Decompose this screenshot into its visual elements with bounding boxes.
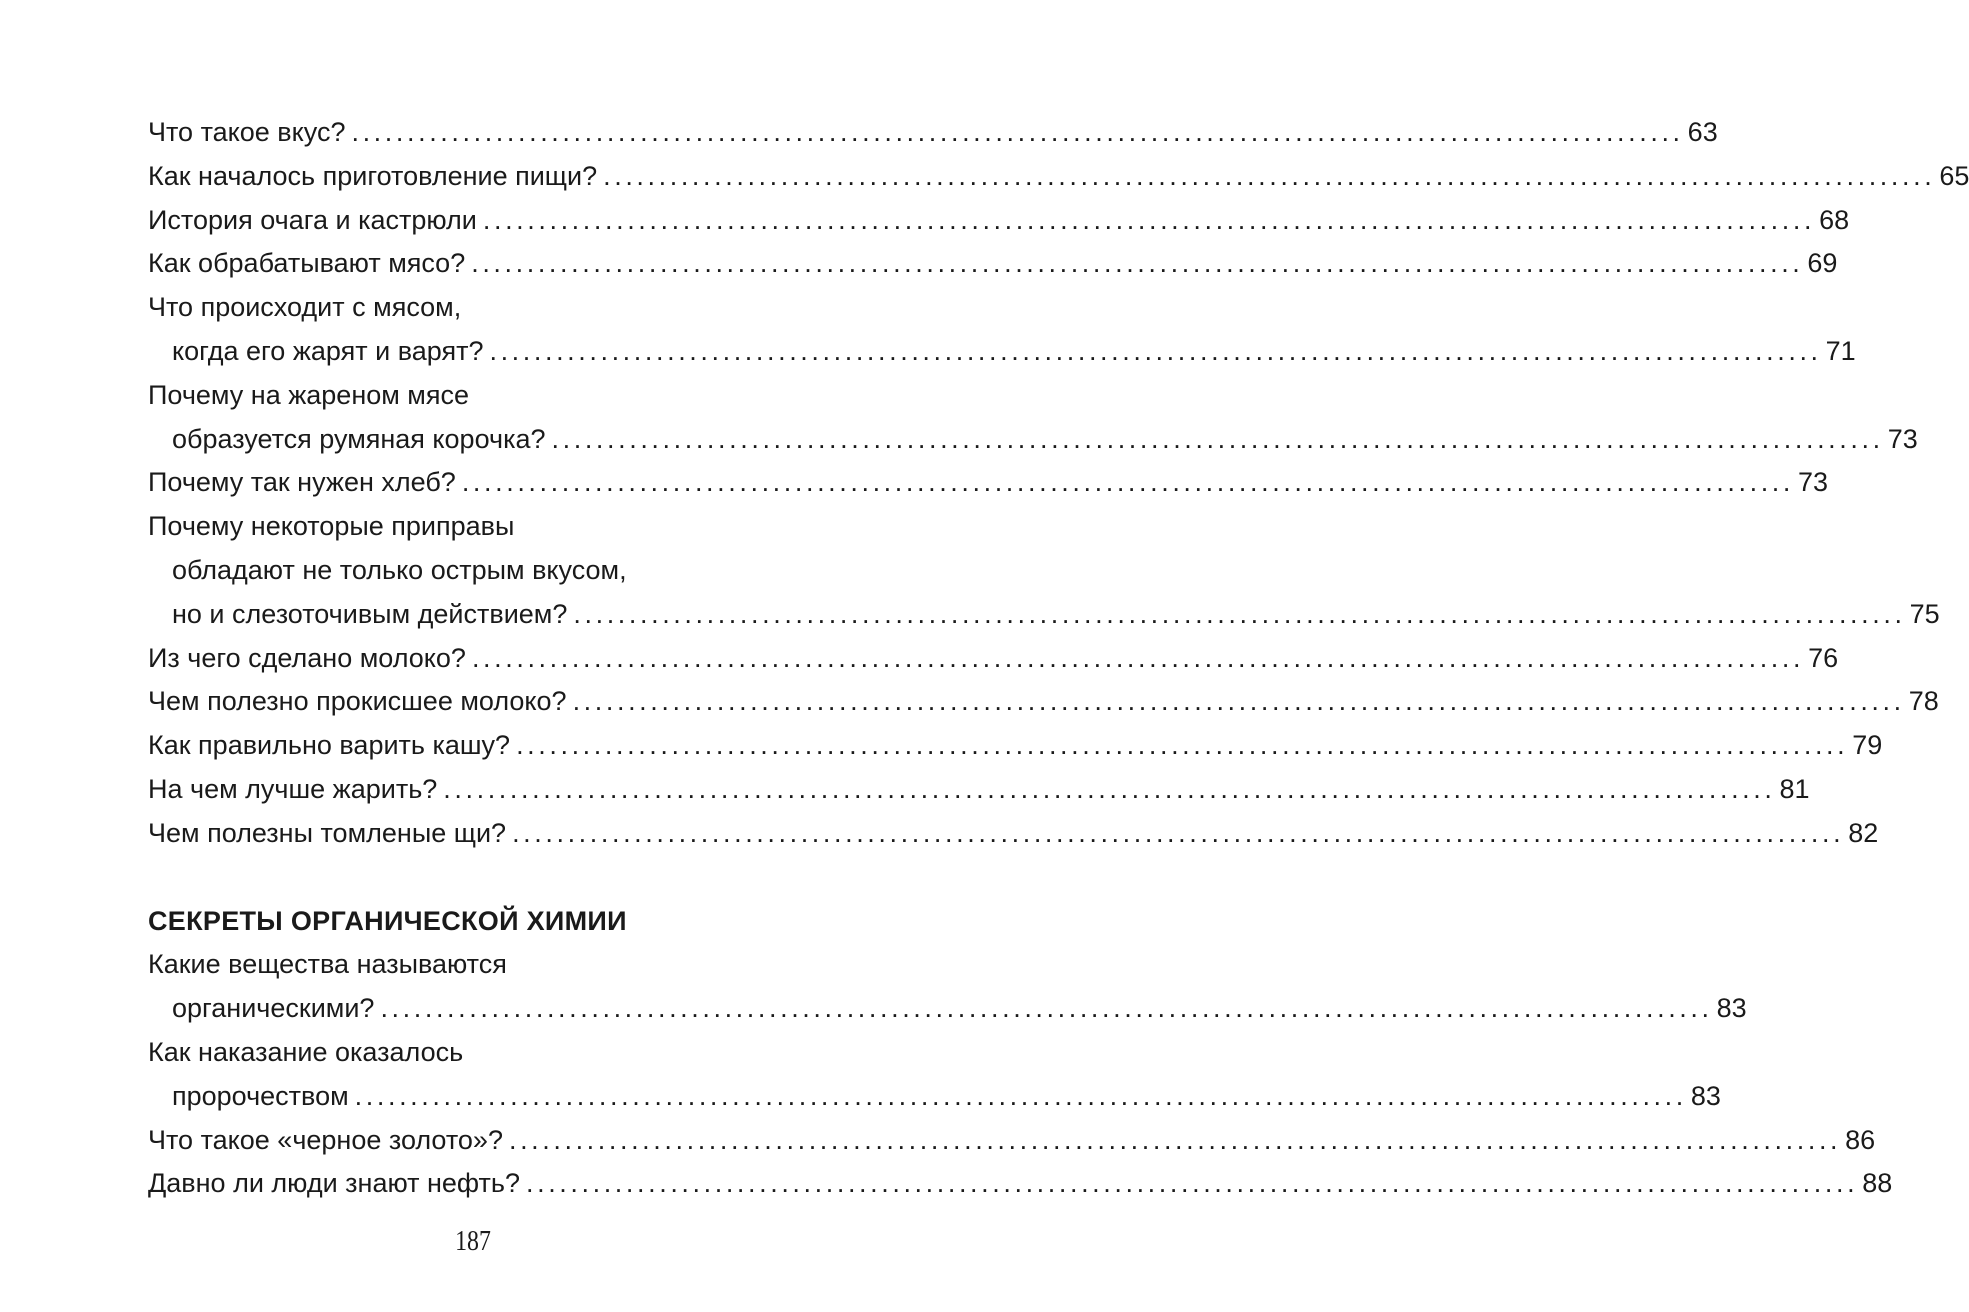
toc-entry-page-number: 81: [1779, 773, 1810, 804]
toc-entry-line: [148, 724, 1883, 768]
toc-entry: [148, 242, 1838, 286]
toc-entry-continuation-line: [148, 330, 1856, 374]
toc-entry-page-number: 71: [1825, 335, 1856, 366]
toc-entry-title: Что происходит с мясом,: [148, 292, 462, 323]
toc-entry-page-number: 86: [1845, 1124, 1876, 1155]
toc-entry: [148, 768, 1810, 812]
toc-entry-page-number: 83: [1690, 1080, 1721, 1111]
toc-entry-title: Чем полезны томленые щи?: [148, 817, 507, 848]
toc-entry-title: История очага и кастрюли: [148, 204, 477, 235]
table-of-contents: [148, 111, 1969, 1206]
toc-entry-title: Что такое вкус?: [148, 117, 346, 147]
toc-entry: [148, 461, 1829, 505]
dot-leader: ........................................................................................................................: [526, 1168, 1859, 1199]
toc-entry: [148, 286, 1856, 374]
section-heading: СЕКРЕТЫ ОРГАНИЧЕСКОЙ ХИМИИ: [148, 905, 627, 936]
toc-entry-title: Из чего сделано молоко?: [148, 642, 466, 673]
page-number: 187: [455, 1226, 491, 1257]
toc-entry-line: [148, 1162, 1893, 1206]
toc-entry-line: [148, 505, 798, 549]
toc-entry-page-number: 68: [1819, 204, 1850, 235]
toc-entry-title: Почему некоторые приправы: [148, 511, 515, 542]
toc-entry-line: [148, 1119, 1876, 1163]
toc-entry-title: Как началось приготовление пищи?: [148, 160, 598, 191]
toc-entry-line: [148, 111, 1718, 155]
dot-leader: ........................................................................................................................: [516, 730, 1849, 761]
toc-entry: [148, 374, 1918, 462]
toc-entry-title: когда его жарят и варят?: [172, 335, 484, 366]
toc-entry: [148, 1119, 1876, 1163]
toc-entry: [148, 680, 1939, 724]
dot-leader: ........................................................................................................................: [573, 598, 1906, 629]
dot-leader: ........................................................................................................................: [471, 642, 1805, 673]
dot-leader: ........................................................................................................................: [461, 467, 1795, 498]
dot-leader: ........................................................................................................................: [380, 993, 1713, 1024]
toc-entry-line: [148, 680, 1939, 724]
toc-entry-title: Почему так нужен хлеб?: [148, 467, 456, 498]
toc-entry-title: Давно ли люди знают нефть?: [148, 1168, 520, 1199]
toc-entry: [148, 943, 1747, 1031]
dot-leader: ........................................................................................................................: [551, 423, 1884, 454]
toc-entry-line: [148, 461, 1829, 505]
toc-entry-line: [148, 943, 798, 987]
dot-leader: ........................................................................................................................: [443, 773, 1776, 804]
toc-entry: [148, 812, 1879, 856]
toc-entry-page-number: 63: [1687, 117, 1718, 147]
dot-leader: ........................................................................................................................: [603, 160, 1936, 191]
toc-entry: [148, 505, 1940, 636]
toc-entry-page-number: 69: [1807, 248, 1838, 279]
toc-entry-title: органическими?: [172, 993, 375, 1024]
dot-leader: ........................................................................................................................: [512, 817, 1845, 848]
toc-entry: [148, 111, 1718, 155]
toc-entry-title: Как обрабатывают мясо?: [148, 248, 466, 279]
toc-entry: [148, 199, 1850, 243]
toc-entry-title: Как правильно варить кашу?: [148, 730, 511, 761]
toc-entry-page-number: 78: [1908, 686, 1939, 717]
toc-entries-group: [148, 111, 1969, 856]
toc-entry-page-number: 83: [1716, 993, 1747, 1024]
toc-entry-line: [148, 768, 1810, 812]
section-spacer: [148, 856, 798, 900]
toc-entry-line: [148, 199, 1850, 243]
toc-entry-title: но и слезоточивым действием?: [172, 598, 568, 629]
toc-entry: [148, 1162, 1893, 1206]
dot-leader: ........................................................................................................................: [489, 335, 1822, 366]
toc-entry-continuation-line: [148, 549, 798, 593]
toc-entry-page-number: 79: [1852, 730, 1883, 761]
toc-entry-title: Какие вещества называются: [148, 949, 507, 980]
dot-leader: ........................................................................................................................: [508, 1124, 1842, 1155]
dot-leader: ........................................................................................................................: [354, 1080, 1687, 1111]
toc-entry-continuation-line: [148, 593, 1940, 637]
toc-entry-title: образуется румяная корочка?: [172, 423, 546, 454]
toc-entry-line: [148, 1031, 798, 1075]
dot-leader: ........................................................................................................................: [351, 117, 1684, 147]
toc-entry-continuation-line: [148, 1075, 1721, 1119]
toc-entry-title: На чем лучше жарить?: [148, 773, 438, 804]
toc-entry-title: Как наказание оказалось: [148, 1036, 464, 1067]
toc-entry-page-number: 88: [1862, 1168, 1893, 1199]
toc-entry-title: Почему на жареном мясе: [148, 379, 470, 410]
toc-entry-page-number: 65: [1939, 160, 1969, 191]
toc-entry-line: [148, 155, 1969, 199]
toc-entry-line: [148, 374, 798, 418]
toc-entry-line: [148, 242, 1838, 286]
toc-entry-page-number: 82: [1848, 817, 1879, 848]
toc-entry-page-number: 73: [1887, 423, 1918, 454]
toc-entry-page-number: 76: [1808, 642, 1839, 673]
toc-entry-page-number: 75: [1909, 598, 1940, 629]
toc-entry-title: Чем полезно прокисшее молоко?: [148, 686, 567, 717]
dot-leader: ........................................................................................................................: [572, 686, 1905, 717]
toc-entry: [148, 155, 1969, 199]
toc-entry-line: [148, 637, 1839, 681]
dot-leader: ........................................................................................................................: [471, 248, 1804, 279]
toc-entry-title: обладают не только острым вкусом,: [172, 554, 627, 585]
toc-entry: [148, 724, 1883, 768]
toc-entry: [148, 637, 1839, 681]
toc-entry: [148, 1031, 1721, 1119]
toc-entries-group: [148, 943, 1893, 1206]
toc-entry-line: [148, 812, 1879, 856]
dot-leader: ........................................................................................................................: [482, 204, 1816, 235]
toc-entry-title: Что такое «черное золото»?: [148, 1124, 503, 1155]
toc-entry-continuation-line: [148, 418, 1918, 462]
toc-entry-title: пророчеством: [172, 1080, 349, 1111]
toc-entry-continuation-line: [148, 987, 1747, 1031]
toc-entry-line: [148, 286, 798, 330]
toc-entry-page-number: 73: [1798, 467, 1829, 498]
